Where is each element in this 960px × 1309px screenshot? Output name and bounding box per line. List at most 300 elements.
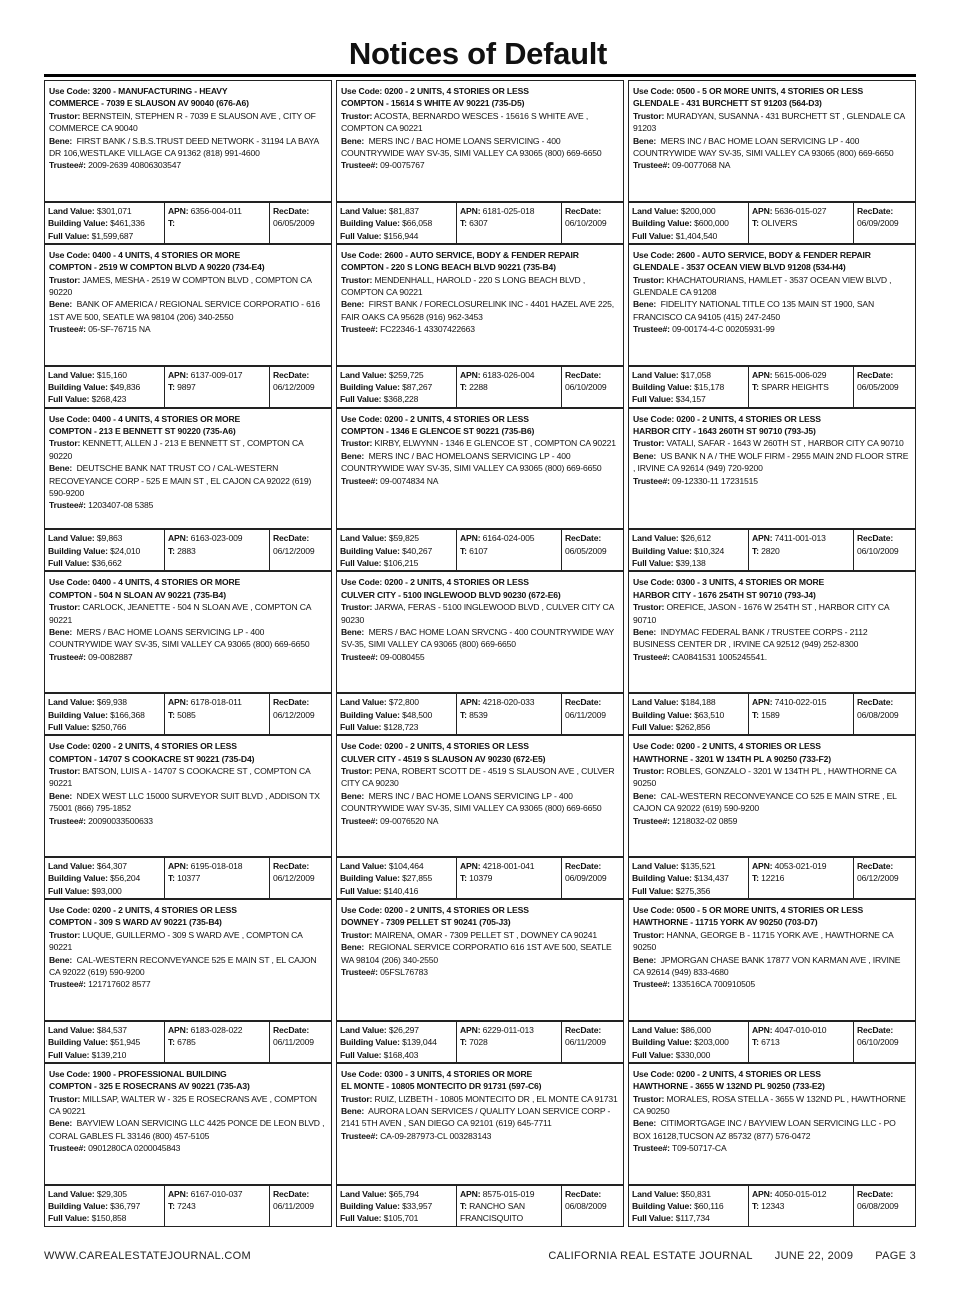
values-column <box>337 530 457 570</box>
use-code: 0400 - 4 UNITS, 4 STORIES OR MORE <box>92 413 241 424</box>
recdate-label: RecDate: <box>857 369 894 380</box>
building-value: $139,044 <box>402 1037 437 1048</box>
notice-values <box>44 529 332 571</box>
values-column <box>629 1022 749 1062</box>
recdate-label: RecDate: <box>273 697 310 708</box>
use-code-line <box>49 576 327 588</box>
trustee-number: 05-SF-76715 NA <box>88 324 151 335</box>
use-code-line <box>341 904 619 916</box>
trustee-line <box>341 159 619 171</box>
land-value: $29,305 <box>96 1188 127 1199</box>
bene-line <box>49 462 327 499</box>
full-label: Full Value: <box>340 394 382 405</box>
bene-line <box>49 790 327 815</box>
notice-body <box>336 1063 624 1185</box>
trustee-label: Trustee#: <box>49 979 86 990</box>
use-code: 0500 - 5 OR MORE UNITS, 4 STORIES OR LESS <box>676 904 864 915</box>
recdate-label: RecDate: <box>273 1024 310 1035</box>
apn-label: APN: <box>168 697 189 708</box>
trustee-label: Trustee#: <box>49 324 86 335</box>
notice-card <box>628 408 916 572</box>
apn-label: APN: <box>168 369 189 380</box>
land-value: $84,537 <box>96 1024 127 1035</box>
values-column <box>45 367 165 407</box>
use-code-label: Use Code: <box>633 86 675 96</box>
apn: 4218-020-033 <box>482 697 535 708</box>
full-label: Full Value: <box>340 1049 382 1060</box>
bene-line <box>341 1105 619 1130</box>
building-value: $33,957 <box>402 1200 433 1211</box>
trustee-number: 09-0080455 <box>380 651 425 662</box>
apn: 6164-024-005 <box>482 533 535 544</box>
beneficiary: CITIMORTGAGE INC / BAYVIEW LOAN SERVICING LLC - PO BOX 16128,TUCSON AZ 85732 (877) 576-0472 <box>633 1118 896 1141</box>
use-code-label: Use Code: <box>49 413 91 424</box>
use-code: 0200 - 2 UNITS, 4 STORIES OR LESS <box>384 413 529 424</box>
trustor-line <box>49 437 327 462</box>
apn: 4050-015-012 <box>774 1188 827 1199</box>
bene-line <box>341 941 619 966</box>
bene-label: Bene: <box>49 790 73 801</box>
apn-column <box>457 367 562 407</box>
land-label: Land Value: <box>340 533 387 544</box>
trustee-label: Trustee#: <box>341 160 378 171</box>
use-code: 0300 - 3 UNITS, 4 STORIES OR MORE <box>384 1068 533 1079</box>
bene-label: Bene: <box>49 299 73 310</box>
property-address: CULVER CITY - 5100 INGLEWOOD BLVD 90230 (672-E6) <box>341 589 561 600</box>
apn: 5615-006-029 <box>774 369 827 380</box>
apn-label: APN: <box>752 205 773 216</box>
tract-label: T: <box>168 382 175 392</box>
land-label: Land Value: <box>632 1188 679 1199</box>
land-value: $65,794 <box>388 1188 419 1199</box>
land-label: Land Value: <box>632 860 679 871</box>
bene-label: Bene: <box>341 135 365 146</box>
full-value: $139,210 <box>91 1049 127 1060</box>
tract: 6307 <box>469 218 488 229</box>
tract: 10379 <box>469 873 493 884</box>
use-code-line <box>341 740 619 752</box>
building-label: Building Value: <box>632 1037 692 1048</box>
full-label: Full Value: <box>48 394 90 405</box>
building-value: $40,267 <box>402 545 433 556</box>
notice-body <box>44 571 332 693</box>
beneficiary: BAYVIEW LOAN SERVICING LLC 4425 PONCE DE LEON BLVD , CORAL GABLES FL 33146 (800) 457-5105 <box>49 1118 325 1141</box>
tract-label: T: <box>752 873 759 884</box>
apn: 6181-025-018 <box>482 205 535 216</box>
trustor-label: Trustor: <box>341 602 373 613</box>
tract-label: T: <box>460 1037 467 1048</box>
notice-values <box>628 857 916 899</box>
tract: 2288 <box>469 382 488 392</box>
building-value: $15,178 <box>694 382 725 392</box>
apn-label: APN: <box>168 1024 189 1035</box>
values-column <box>629 1186 749 1226</box>
bene-line <box>49 135 327 160</box>
full-value: $106,215 <box>383 558 419 569</box>
recdate: 06/10/2009 <box>857 545 899 556</box>
apn-column <box>457 858 562 898</box>
values-column <box>45 858 165 898</box>
trustor-label: Trustor: <box>49 602 81 613</box>
recdate: 06/12/2009 <box>273 382 315 392</box>
apn-column <box>165 203 270 243</box>
building-label: Building Value: <box>48 709 108 720</box>
values-column <box>337 367 457 407</box>
trustee-line <box>633 159 911 171</box>
use-code-line <box>341 85 619 97</box>
bene-label: Bene: <box>633 627 657 638</box>
building-label: Building Value: <box>48 382 108 392</box>
property-address: COMPTON - 15614 S WHITE AV 90221 (735-D5) <box>341 98 525 109</box>
trustee-number: 09-0077068 NA <box>672 160 731 171</box>
property-address: COMPTON - 213 E BENNETT ST 90220 (735-A6) <box>49 426 236 436</box>
full-label: Full Value: <box>340 885 382 896</box>
building-value: $461,336 <box>110 218 145 229</box>
footer-website: WWW.CAREALESTATEJOURNAL.COM <box>44 1250 251 1262</box>
bene-line <box>633 135 911 160</box>
beneficiary: MERS INC / BAC HOMELOANS SERVICING LP - 400 COUNTRYWIDE WAY SV-35, SIMI VALLEY CA 93065 (800) 669-6650 <box>341 450 602 474</box>
trustor: JARWA, FERAS - 5100 INGLEWOOD BLVD , CULVER CITY CA 90230 <box>341 602 614 625</box>
trustee-line <box>49 1142 327 1154</box>
beneficiary: MERS INC / BAC HOME LOANS SERVICING LP - 400 COUNTRYWIDE WAY SV-35, SIMI VALLEY CA 93065 (800) 669-6650 <box>341 790 602 814</box>
trustee-line <box>341 323 619 335</box>
bene-line <box>341 135 619 160</box>
notice-values <box>44 1185 332 1227</box>
property-address: HAWTHORNE - 3201 W 134TH PL A 90250 (733-F2) <box>633 753 831 764</box>
apn-column <box>749 530 854 570</box>
recdate-column <box>562 203 623 243</box>
bene-label: Bene: <box>633 954 657 965</box>
trustee-number: 09-00174-4-C 00205931-99 <box>672 324 775 335</box>
apn-column <box>457 530 562 570</box>
land-value: $72,800 <box>388 697 419 708</box>
full-label: Full Value: <box>632 558 674 569</box>
trustor-label: Trustor: <box>341 929 373 940</box>
full-label: Full Value: <box>48 558 90 569</box>
use-code-label: Use Code: <box>49 577 91 588</box>
bene-line <box>341 790 619 815</box>
trustee-line <box>49 323 327 335</box>
apn-label: APN: <box>460 1188 481 1199</box>
land-value: $200,000 <box>680 205 716 216</box>
apn-label: APN: <box>460 533 481 544</box>
trustee-label: Trustee#: <box>49 500 86 511</box>
trustor-label: Trustor: <box>341 766 373 776</box>
trustee-number: 09-0076520 NA <box>380 815 439 826</box>
trustee-number: 09-0074834 NA <box>380 475 439 486</box>
use-code-line <box>49 740 327 752</box>
full-value: $262,856 <box>675 722 711 732</box>
values-column <box>45 694 165 734</box>
land-value: $64,307 <box>96 860 127 871</box>
tract-label: T: <box>460 545 467 556</box>
trustor-line <box>633 274 911 299</box>
notice-body <box>628 80 916 202</box>
apn: 6183-028-022 <box>190 1024 243 1035</box>
use-code-line <box>341 413 619 425</box>
land-label: Land Value: <box>340 697 387 708</box>
building-value: $203,000 <box>694 1037 729 1048</box>
recdate-column <box>270 858 331 898</box>
beneficiary: DEUTSCHE BANK NAT TRUST CO / CAL-WESTERN RECOVEYANCE CORP - 525 E MAIN ST , EL CAJON CA 92022 (619) 590-9200 <box>49 463 312 499</box>
full-label: Full Value: <box>48 1213 90 1224</box>
trustee-label: Trustee#: <box>49 815 86 826</box>
recdate: 06/09/2009 <box>565 873 607 884</box>
recdate: 06/05/2009 <box>565 545 607 556</box>
values-column <box>337 694 457 734</box>
tract-label: T: <box>460 873 467 884</box>
full-value: $36,662 <box>91 558 122 569</box>
land-label: Land Value: <box>48 369 95 380</box>
values-column <box>629 203 749 243</box>
tract-label: T: <box>460 382 467 392</box>
notice-card <box>44 735 332 899</box>
use-code: 3200 - MANUFACTURING - HEAVY <box>92 86 228 96</box>
bene-line <box>49 954 327 979</box>
trustee-label: Trustee#: <box>633 815 670 826</box>
full-label: Full Value: <box>340 230 382 241</box>
apn: 6229-011-013 <box>482 1024 534 1035</box>
bene-line <box>633 450 911 475</box>
property-address: CULVER CITY - 4519 S SLAUSON AV 90230 (672-E5) <box>341 753 546 764</box>
property-address: COMPTON - 504 N SLOAN AV 90221 (735-B4) <box>49 589 226 600</box>
notice-card <box>628 1063 916 1227</box>
recdate: 06/08/2009 <box>857 1200 899 1211</box>
trustee-label: Trustee#: <box>341 967 378 978</box>
building-value: $51,945 <box>110 1037 141 1048</box>
trustor: KIRBY, ELWYNN - 1346 E GLENCOE ST , COMPTON CA 90221 <box>374 438 616 449</box>
full-label: Full Value: <box>340 558 382 569</box>
trustor: VATALI, SAFAR - 1643 W 260TH ST , HARBOR CITY CA 90710 <box>666 438 904 449</box>
tract: 12216 <box>761 873 785 884</box>
full-label: Full Value: <box>632 1213 674 1224</box>
land-label: Land Value: <box>632 1024 679 1035</box>
recdate: 06/05/2009 <box>857 382 899 392</box>
notice-card <box>628 735 916 899</box>
beneficiary: MERS / BAC HOME LOAN SRVCNG - 400 COUNTRYWIDE WAY SV-35, SIMI VALLEY CA 93065 (800) 669-6650 <box>341 627 614 650</box>
trustee-number: CA0841531 1005245541. <box>672 651 767 662</box>
values-column <box>45 1022 165 1062</box>
trustor: RUIZ, LIZBETH - 10805 MONTECITO DR , EL MONTE CA 91731 <box>374 1093 618 1104</box>
notice-card <box>44 899 332 1063</box>
land-value: $86,000 <box>680 1024 711 1035</box>
notice-values <box>44 1021 332 1063</box>
trustor-line <box>633 929 911 954</box>
use-code: 0200 - 2 UNITS, 4 STORIES OR LESS <box>384 904 529 915</box>
property-address: HARBOR CITY - 1676 254TH ST 90710 (793-J4) <box>633 589 816 600</box>
tract-label: T: <box>752 709 759 720</box>
notice-card <box>336 408 624 572</box>
apn: 6137-009-017 <box>190 369 243 380</box>
land-label: Land Value: <box>48 205 95 216</box>
use-code-label: Use Code: <box>341 577 383 588</box>
values-column <box>45 1186 165 1226</box>
apn-column <box>749 367 854 407</box>
trustor: ACOSTA, BERNARDO WESCES - 15616 S WHITE AVE , COMPTON CA 90221 <box>341 110 589 134</box>
bene-line <box>341 298 619 323</box>
notice-card <box>44 244 332 408</box>
land-label: Land Value: <box>340 1188 387 1199</box>
tract: 7243 <box>177 1200 196 1211</box>
trustee-line <box>49 815 327 827</box>
recdate-column <box>854 530 915 570</box>
bene-label: Bene: <box>341 299 365 310</box>
recdate: 06/10/2009 <box>857 1037 899 1048</box>
notice-body <box>44 735 332 857</box>
beneficiary: MERS INC / BAC HOME LOAN SERVICING LP - 400 COUNTRYWIDE WAY SV-35, SIMI VALLEY CA 93065 (800) 669-6650 <box>633 135 894 159</box>
full-label: Full Value: <box>632 230 674 241</box>
notice-values <box>336 529 624 571</box>
trustee-label: Trustee#: <box>49 1143 86 1154</box>
beneficiary: INDYMAC FEDERAL BANK / TRUSTEE CORPS - 2112 BUSINESS CENTER DR , IRVINE CA 92512 (949) 252-8300 <box>633 627 868 650</box>
building-label: Building Value: <box>340 218 400 229</box>
trustee-number: 121717602 8577 <box>88 979 151 990</box>
trustor: ROBLES, GONZALO - 3201 W 134TH PL , HAWTHORNE CA 90250 <box>633 766 897 789</box>
recdate-label: RecDate: <box>857 1024 894 1035</box>
tract-label: T: <box>168 218 175 229</box>
recdate-column <box>562 530 623 570</box>
use-code-line <box>633 1068 911 1080</box>
notice-card <box>628 899 916 1063</box>
trustor-label: Trustor: <box>341 1093 373 1104</box>
property-address: GLENDALE - 3537 OCEAN VIEW BLVD 91208 (534-H4) <box>633 262 846 273</box>
property-address: COMPTON - 309 S WARD AV 90221 (735-B4) <box>49 917 222 928</box>
tract-label: T: <box>168 1037 175 1048</box>
values-column <box>337 858 457 898</box>
property-address: DOWNEY - 7309 PELLET ST 90241 (705-J3) <box>341 917 511 928</box>
trustee-line <box>341 1130 619 1142</box>
notice-body <box>336 571 624 693</box>
use-code-label: Use Code: <box>49 741 91 752</box>
full-value: $268,423 <box>91 394 127 405</box>
bene-label: Bene: <box>633 299 657 310</box>
use-code-line <box>341 249 619 261</box>
use-code-label: Use Code: <box>49 249 91 260</box>
full-value: $168,403 <box>383 1049 419 1060</box>
trustor-label: Trustor: <box>341 438 373 449</box>
use-code-label: Use Code: <box>49 1068 91 1079</box>
bene-label: Bene: <box>341 790 365 801</box>
beneficiary: REGIONAL SERVICE CORPORATIO 616 1ST AVE 500, SEATLE WA 98104 (206) 340-2550 <box>341 942 612 965</box>
property-address: COMMERCE - 7039 E SLAUSON AV 90040 (676-A6) <box>49 98 249 109</box>
full-value: $39,138 <box>675 558 706 569</box>
recdate: 06/11/2009 <box>273 1037 314 1048</box>
values-column <box>45 530 165 570</box>
full-value: $275,356 <box>675 885 711 896</box>
apn-label: APN: <box>752 533 773 544</box>
full-value: $117,734 <box>675 1213 710 1224</box>
building-label: Building Value: <box>340 709 400 720</box>
trustee-label: Trustee#: <box>341 1130 378 1141</box>
recdate-column <box>562 1022 623 1062</box>
bene-label: Bene: <box>49 627 73 638</box>
use-code-label: Use Code: <box>341 904 383 915</box>
use-code-label: Use Code: <box>633 904 675 915</box>
apn-label: APN: <box>752 697 773 708</box>
tract: 10377 <box>177 873 201 884</box>
trustee-number: FC22346-1 43307422663 <box>380 324 475 335</box>
trustor-line <box>633 110 911 135</box>
trustor-line <box>341 929 619 941</box>
use-code: 0200 - 2 UNITS, 4 STORIES OR LESS <box>92 741 237 752</box>
apn-column <box>457 203 562 243</box>
recdate: 06/09/2009 <box>857 218 899 229</box>
bene-label: Bene: <box>49 135 73 146</box>
trustor-line <box>341 765 619 790</box>
land-value: $104,464 <box>388 860 424 871</box>
recdate-label: RecDate: <box>857 533 894 544</box>
apn: 6195-018-018 <box>190 860 243 871</box>
recdate-column <box>854 203 915 243</box>
tract-label: T: <box>752 1200 759 1211</box>
full-label: Full Value: <box>632 394 674 405</box>
apn-label: APN: <box>168 533 189 544</box>
building-value: $60,116 <box>694 1200 724 1211</box>
bene-label: Bene: <box>633 450 657 461</box>
apn-label: APN: <box>460 369 481 380</box>
apn: 6163-023-009 <box>190 533 243 544</box>
trustee-label: Trustee#: <box>633 651 670 662</box>
trustor-line <box>633 765 911 790</box>
notice-values <box>628 1185 916 1227</box>
footer-page: PAGE 3 <box>875 1250 916 1262</box>
notice-values <box>336 202 624 244</box>
land-label: Land Value: <box>48 1188 95 1199</box>
building-value: $10,324 <box>694 545 725 556</box>
apn: 7411-001-013 <box>774 533 826 544</box>
apn-label: APN: <box>460 860 481 871</box>
land-label: Land Value: <box>340 860 387 871</box>
beneficiary: AURORA LOAN SERVICES / QUALITY LOAN SERVICE CORP - 2141 5TH AVEN , SAN DIEGO CA 92101 (619) 645-7711 <box>341 1106 611 1129</box>
notice-card <box>628 80 916 244</box>
recdate: 06/12/2009 <box>273 873 315 884</box>
use-code: 2600 - AUTO SERVICE, BODY & FENDER REPAIR <box>384 249 579 260</box>
values-column <box>337 203 457 243</box>
recdate-label: RecDate: <box>273 1188 310 1199</box>
values-column <box>629 858 749 898</box>
land-label: Land Value: <box>48 697 95 708</box>
recdate-column <box>562 858 623 898</box>
trustee-number: 2009-2639 40806303547 <box>88 160 182 171</box>
bene-label: Bene: <box>341 1106 365 1116</box>
apn-label: APN: <box>168 205 189 216</box>
property-address: HAWTHORNE - 11715 YORK AV 90250 (703-D7) <box>633 917 818 928</box>
recdate-label: RecDate: <box>565 860 602 871</box>
recdate-label: RecDate: <box>273 533 310 544</box>
apn-label: APN: <box>168 860 189 871</box>
recdate: 06/10/2009 <box>565 382 607 392</box>
property-address: COMPTON - 1346 E GLENCOE ST 90221 (735-B6) <box>341 426 535 436</box>
trustor-label: Trustor: <box>633 929 665 940</box>
full-value: $250,766 <box>91 722 127 732</box>
apn-column <box>165 1186 270 1226</box>
trustee-number: CA-09-287973-CL 003283143 <box>380 1130 492 1141</box>
apn-column <box>749 203 854 243</box>
notice-card <box>336 244 624 408</box>
recdate-column <box>270 1186 331 1226</box>
trustor-line <box>341 1093 619 1105</box>
notice-body <box>336 244 624 366</box>
trustor-label: Trustor: <box>49 766 81 776</box>
footer-publication: CALIFORNIA REAL ESTATE JOURNAL <box>548 1250 753 1262</box>
apn-column <box>165 858 270 898</box>
notice-values <box>44 693 332 735</box>
land-label: Land Value: <box>48 1024 95 1035</box>
beneficiary: MERS / BAC HOME LOANS SERVICING LP - 400 COUNTRYWIDE WAY SV-35, SIMI VALLEY CA 93065 (800) 669-6650 <box>49 627 310 650</box>
use-code: 2600 - AUTO SERVICE, BODY & FENDER REPAIR <box>676 249 871 260</box>
full-label: Full Value: <box>48 722 90 732</box>
tract-label: T: <box>460 1200 467 1211</box>
